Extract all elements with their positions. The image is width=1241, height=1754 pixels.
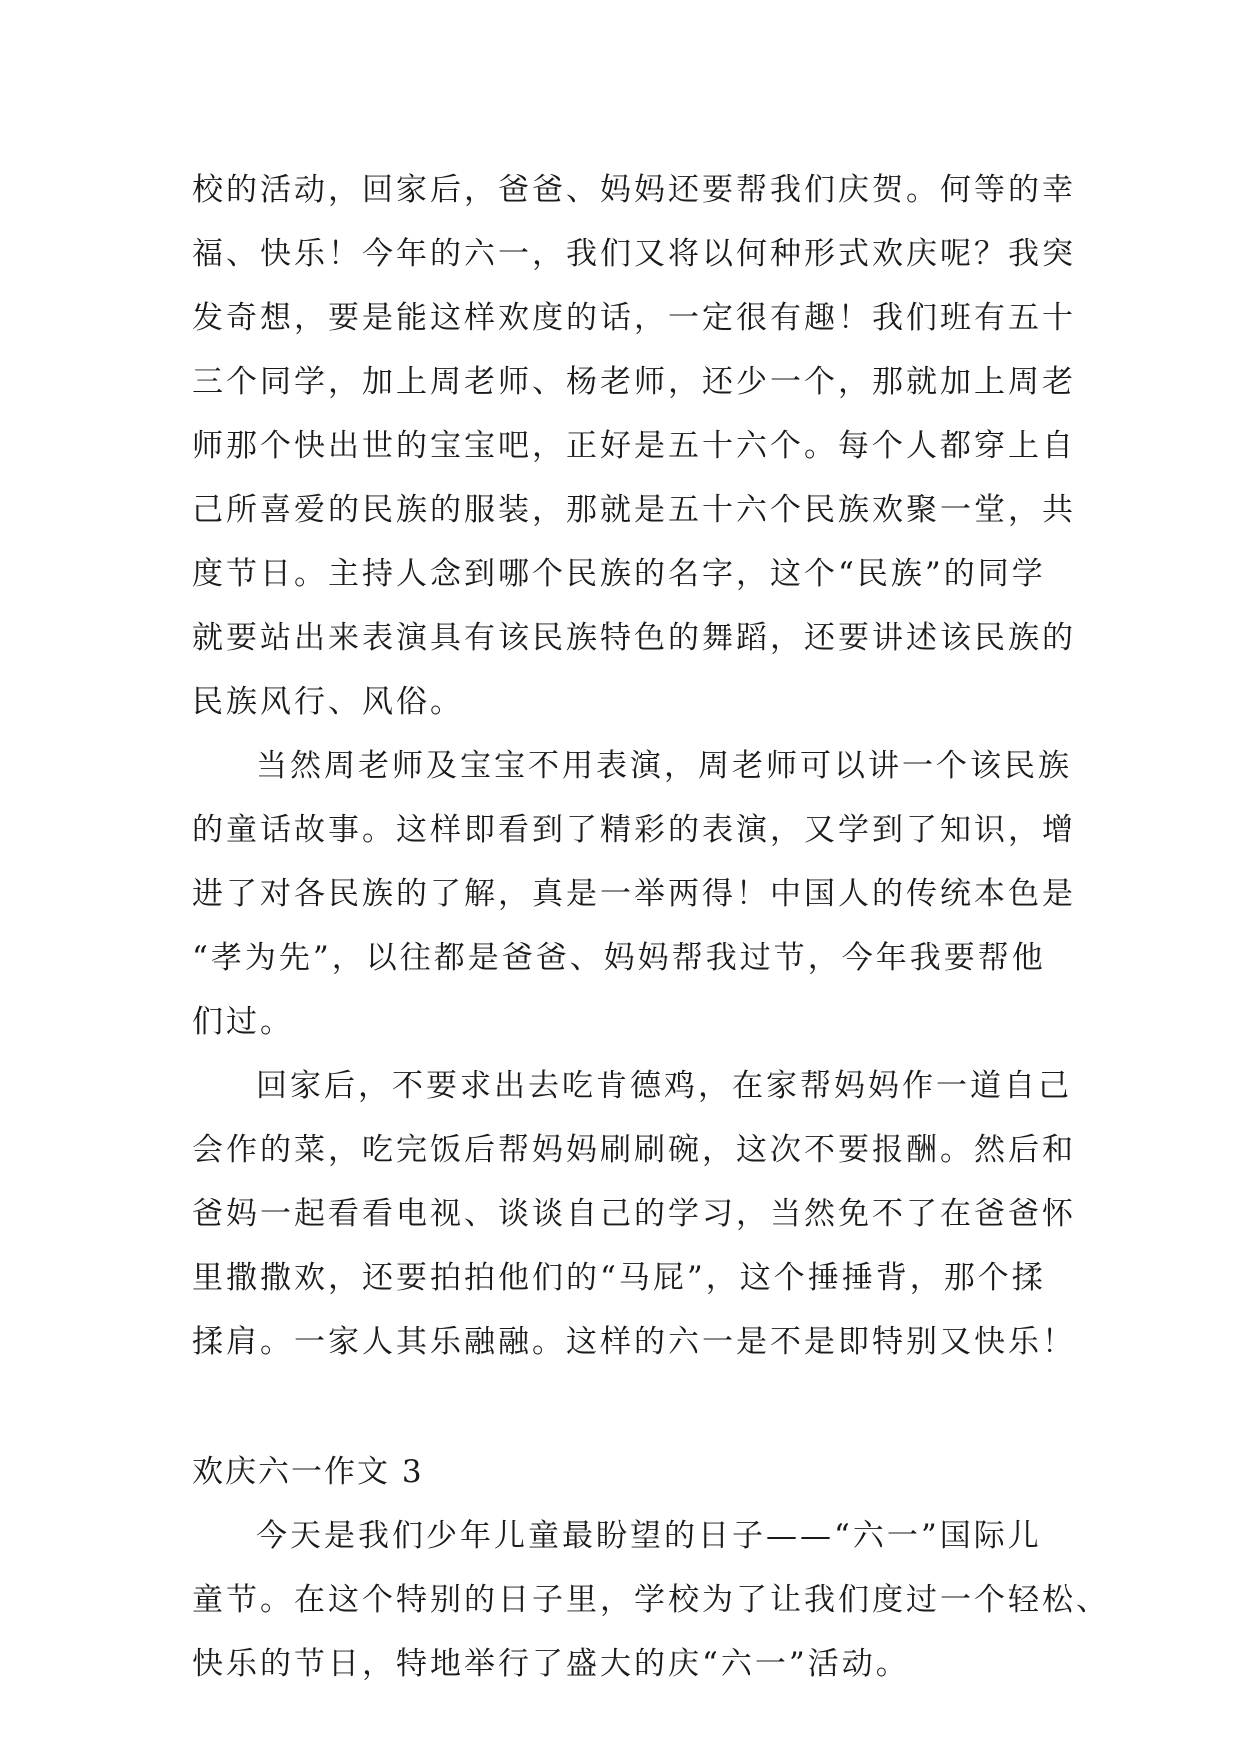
- text-line: 的童话故事。这样即看到了精彩的表演，又学到了知识，增: [192, 812, 1076, 848]
- text-line: 发奇想，要是能这样欢度的话，一定很有趣！我们班有五十: [192, 300, 1076, 336]
- paragraph-home: [192, 1054, 1076, 1374]
- text-line: 三个同学，加上周老师、杨老师，还少一个，那就加上周老: [192, 364, 1076, 400]
- section-spacer: [192, 1374, 1072, 1440]
- text-line: 己所喜爱的民族的服装，那就是五十六个民族欢聚一堂，共: [192, 492, 1076, 528]
- text-line: 揉肩。一家人其乐融融。这样的六一是不是即特别又快乐！: [192, 1324, 1076, 1360]
- document-body: [192, 158, 1110, 1696]
- text-line: 快乐的节日，特地举行了盛大的庆“六一”活动。: [192, 1646, 910, 1682]
- text-line: 们过。: [192, 1004, 294, 1040]
- text-line: 度节日。主持人念到哪个民族的名字，这个“民族”的同学: [192, 556, 1046, 592]
- paragraph-continuation: [192, 158, 1076, 734]
- text-line: 师那个快出世的宝宝吧，正好是五十六个。每个人都穿上自: [192, 428, 1076, 464]
- text-line: 校的活动，回家后，爸爸、妈妈还要帮我们庆贺。何等的幸: [192, 172, 1076, 208]
- paragraph-childrens-day: [192, 1504, 1110, 1696]
- text-line: 里撒撒欢，还要拍拍他们的“马屁”，这个捶捶背，那个揉: [192, 1260, 1046, 1296]
- text-line: 爸妈一起看看电视、谈谈自己的学习，当然免不了在爸爸怀: [192, 1196, 1076, 1232]
- text-line: 进了对各民族的了解，真是一举两得！中国人的传统本色是: [192, 876, 1076, 912]
- text-line: 会作的菜，吃完饭后帮妈妈刷刷碗，这次不要报酬。然后和: [192, 1132, 1076, 1168]
- text-line: 今天是我们少年儿童最盼望的日子——“六一”国际儿: [256, 1518, 1042, 1554]
- text-line: 童节。在这个特别的日子里，学校为了让我们度过一个轻松、: [192, 1582, 1110, 1618]
- paragraph-teacher: [192, 734, 1076, 1054]
- text-line: 当然周老师及宝宝不用表演，周老师可以讲一个该民族: [256, 748, 1072, 784]
- text-line: 回家后，不要求出去吃肯德鸡，在家帮妈妈作一道自己: [256, 1068, 1072, 1104]
- text-line: “孝为先”，以往都是爸爸、妈妈帮我过节，今年我要帮他: [192, 940, 1046, 976]
- text-line: 就要站出来表演具有该民族特色的舞蹈，还要讲述该民族的: [192, 620, 1076, 656]
- section-heading: 欢庆六一作文 3: [192, 1454, 424, 1490]
- text-line: 福、快乐！今年的六一，我们又将以何种形式欢庆呢？我突: [192, 236, 1076, 272]
- text-line: 民族风行、风俗。: [192, 684, 464, 720]
